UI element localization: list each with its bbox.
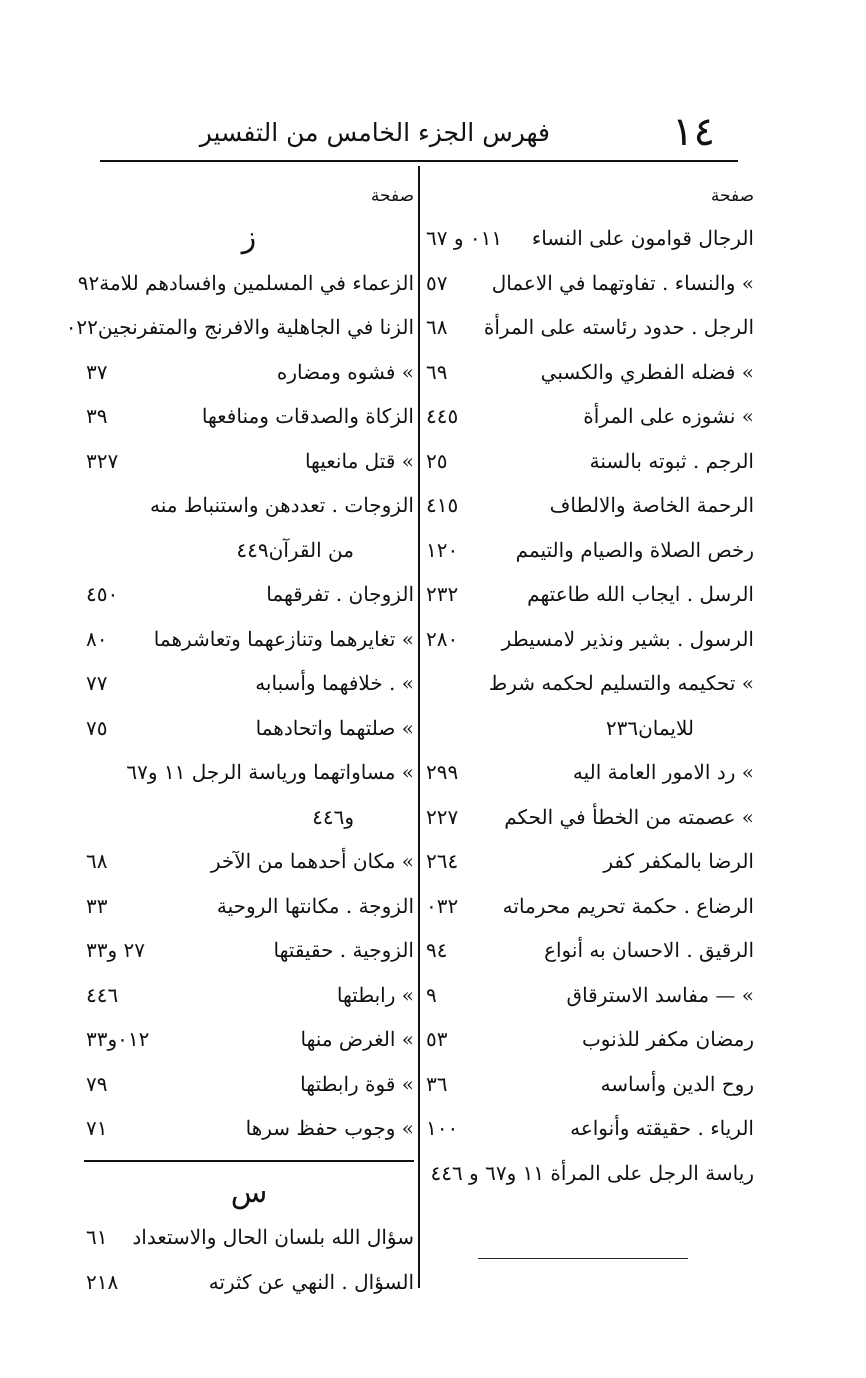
entry-page: ٢٣٦ [605,715,639,740]
index-entry [84,617,414,662]
index-entry [84,884,414,929]
entry-text: » عصمته من الخطأ في الحكم [504,804,754,829]
right-column-heading: صفحة [710,186,754,206]
entry-page: ٥٣ [426,1027,448,1051]
entry-text: » رد الامور العامة اليه [572,760,754,784]
entry-page: ٣٢٧ [86,448,119,473]
entry-text: » وجوب حفظ سرها [245,1116,414,1140]
entry-text: » والنساء . تفاوتهما في الاعمال [491,270,754,295]
entry-page: ٠٢٢ [65,315,98,339]
index-entry [424,261,754,306]
index-entry [84,1260,414,1305]
section-letter-z: ز [241,220,257,255]
entry-page [84,750,86,795]
entry-page: ٢٩٩ [426,760,459,784]
index-entry [424,439,754,484]
entry-text: » الغرض منها [300,1027,414,1051]
entry-text: رخص الصلاة والصيام والتيمم [515,537,754,562]
entry-page: ٧٧ [86,671,108,695]
left-column [65,176,414,1304]
entry-text: » مكان أحدهما من الآخر [210,849,414,873]
entry-page: ٦٨ [86,849,108,873]
index-entry [424,305,754,350]
entry-text: رياسة الرجل على المرأة ١١ و٦٧ و ٤٤٦ [430,1160,754,1185]
entry-page [424,1151,426,1196]
index-entry [424,1017,754,1062]
index-entry [84,1062,414,1107]
left-column-heading: صفحة [370,186,414,206]
page-number: ١٤ [672,109,715,155]
section-letter-s: س [230,1174,268,1210]
entry-page: ٣٦ [426,1071,448,1096]
entry-page: ٢٢٧ [426,804,459,829]
entry-text: » رابطتها [336,982,414,1007]
index-entry [84,1215,414,1260]
entry-page: ٢١٨ [86,1269,119,1294]
entry-page: ٩٤ [426,938,448,962]
entry-page: ١٢٠ [426,537,459,562]
index-entry [424,839,754,884]
entry-page: ٦١ [86,1225,108,1249]
index-entry [84,750,414,795]
section-rule [84,1151,414,1171]
footer-rule [478,1258,688,1259]
entry-page: ٢٧ و٣٣ [86,938,145,962]
index-entry [84,973,414,1018]
entry-text: الزوجة . مكانتها الروحية [216,893,414,918]
index-entry [84,1106,414,1151]
entry-text: الرقيق . الاحسان به أنواع [544,938,754,962]
entry-page: ٤١٥ [426,493,459,517]
entry-page [424,661,426,706]
entry-page: ٠١١ و ٦٧ [426,226,503,250]
index-entry [84,350,414,395]
left-entries-s [84,1215,414,1304]
entry-text: الرحمة الخاصة والالطاف [549,493,754,517]
index-entry [424,795,754,840]
entry-text: » تغايرهما وتنازعهما وتعاشرهما [153,626,414,651]
index-entry [424,750,754,795]
header-rule [100,160,738,162]
entry-text: الرسل . ايجاب الله طاعتهم [527,582,754,606]
index-entry [424,1106,754,1151]
index-entry [84,483,414,528]
left-entries-z [65,261,414,1151]
entry-text: الرسول . بشير ونذير لامسيطر [501,626,754,651]
entry-page: ٩٢ [77,270,100,295]
page-title: فهرس الجزء الخامس من التفسير [199,118,550,147]
entry-text: من القرآن [268,537,354,562]
entry-text: روح الدين وأساسه [600,1071,754,1096]
right-entries-list [424,216,754,1195]
entry-text: الرجال قوامون على النساء [531,226,754,250]
entry-text: الزوجات . تعددهن واستنباط منه [150,493,414,517]
entry-page [310,795,312,840]
index-entry [424,483,754,528]
entry-text: الرجل . حدود رئاسته على المرأة [483,315,754,339]
entry-text: » نشوزه على المرأة [583,404,754,428]
column-divider [418,166,420,1288]
entry-text: الزعماء في المسلمين وافسادهم للامة [99,270,414,295]
index-entry [424,617,754,662]
index-entry [84,528,414,573]
index-entry [84,1017,414,1062]
entry-page: ٥٧ [426,270,448,295]
entry-text: » فشوه ومضاره [276,359,414,384]
index-entry [84,839,414,884]
index-entry [424,350,754,395]
entry-page: ١٠٠ [426,1116,459,1140]
entry-text: رمضان مكفر للذنوب [581,1027,754,1051]
entry-page: ٣٩ [86,404,108,428]
entry-text: » فضله الفطري والكسبي [540,359,754,384]
index-entry [424,928,754,973]
index-entry [84,928,414,973]
index-entry [84,706,414,751]
entry-page: ٦٩ [426,359,448,384]
index-entry [424,1151,754,1196]
entry-page: ٧١ [86,1116,108,1140]
index-entry [424,572,754,617]
entry-text: سؤال الله بلسان الحال والاستعداد [132,1225,414,1249]
entry-page: ٩ [426,982,437,1007]
entry-page: ٢٦٤ [426,849,459,873]
right-column [424,176,754,1195]
entry-page: ٦٨ [426,315,448,339]
entry-page: ٠٣٢ [426,893,459,918]
entry-text: الزوجان . تفرقهما [266,582,414,606]
index-entry [84,572,414,617]
entry-text: » قتل مانعيها [304,448,414,473]
index-entry [424,706,754,751]
index-entry [424,394,754,439]
entry-page: ٧٩ [86,1071,108,1096]
index-entry [84,394,414,439]
entry-text: الرضا بالمكفر كفر [603,849,754,873]
entry-text: » صلتهما واتحادهما [255,715,414,740]
entry-page [84,483,86,528]
entry-page: ٤٥٠ [86,582,119,606]
index-entry [424,661,754,706]
index-entry [84,661,414,706]
index-entry [424,528,754,573]
entry-page: ٢٣٢ [426,582,459,606]
entry-text: للايمان [638,715,694,740]
entry-page: ٤٤٦ [86,982,119,1007]
entry-text: » تحكيمه والتسليم لحكمه شرط [488,671,754,695]
entry-text: الزوجية . حقيقتها [273,938,414,962]
entry-page: ٠١٢و٣٣ [86,1027,150,1051]
entry-text: » قوة رابطتها [300,1071,414,1096]
entry-page: ٤٤٥ [426,404,459,428]
entry-text: الزكاة والصدقات ومنافعها [201,404,414,428]
index-entry [424,1062,754,1107]
entry-page: ٢٥ [426,448,448,473]
entry-text: » مساواتهما ورياسة الرجل ١١ و٦٧ [126,760,414,784]
index-entry [77,261,414,306]
index-entry [84,795,414,840]
entry-text: الرجم . ثبوته بالسنة [589,448,754,473]
entry-page: ٨٠ [86,626,108,651]
index-entry [65,305,414,350]
entry-page: ٧٥ [86,715,108,740]
entry-page: ٢٨٠ [426,626,459,651]
entry-text: » — مفاسد الاسترقاق [566,982,754,1007]
entry-text: » . خلافهما وأسبابه [255,671,414,695]
entry-page: ٣٧ [86,359,108,384]
entry-text: الرضاع . حكمة تحريم محرماته [502,893,754,918]
index-entry [84,439,414,484]
entry-text: الزنا في الجاهلية والافرنج والمتفرنجين [97,315,414,339]
entry-text: الرياء . حقيقته وأنواعه [570,1116,754,1140]
index-entry [424,973,754,1018]
index-entry [424,216,754,261]
entry-text: و٤٤٦ [312,804,354,829]
index-entry [424,884,754,929]
entry-page: ٣٣ [86,893,108,918]
entry-text: السؤال . النهي عن كثرته [208,1269,414,1294]
entry-page: ٤٤٩ [236,537,269,562]
